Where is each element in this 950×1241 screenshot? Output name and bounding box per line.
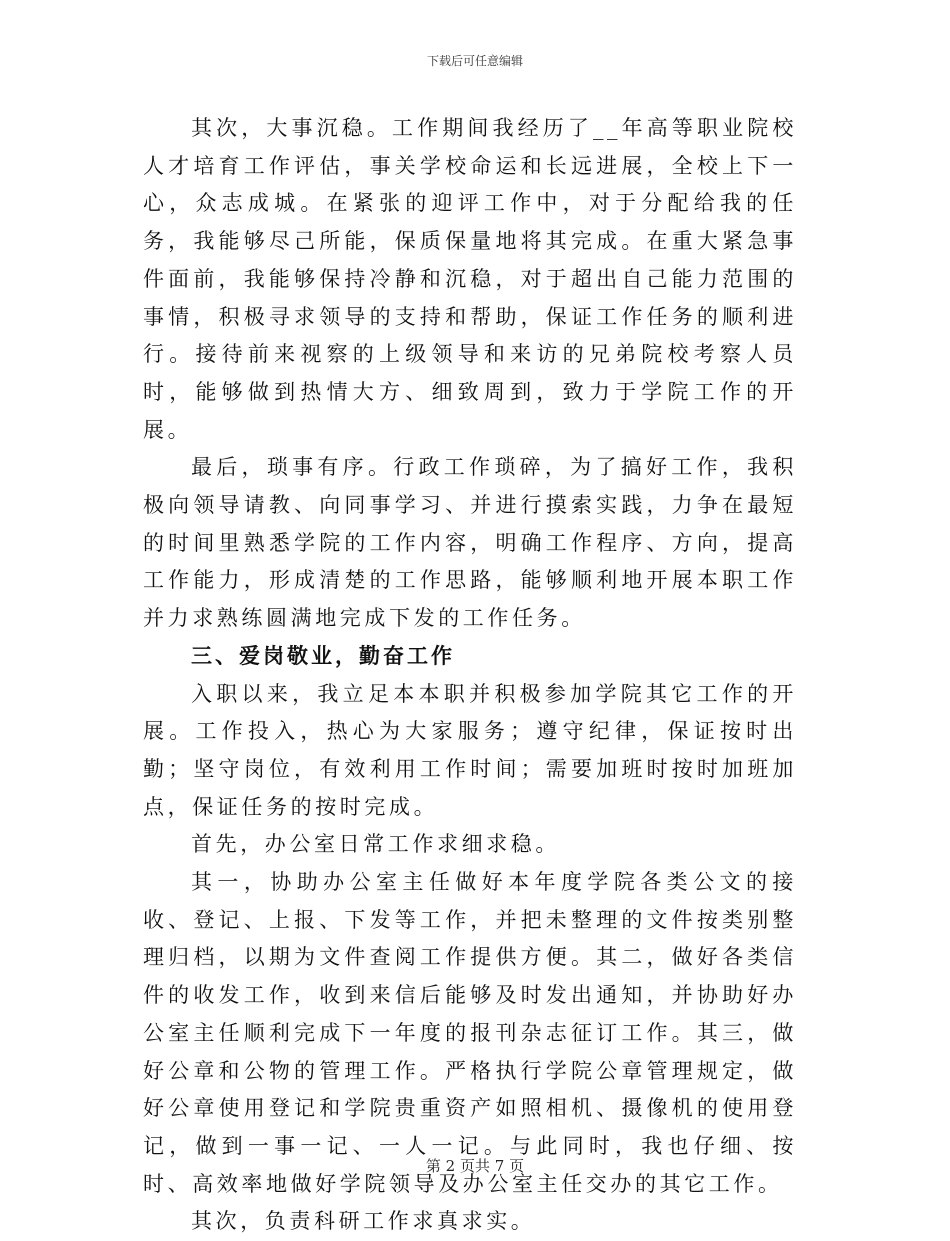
document-body — [143, 110, 797, 1241]
paragraph: 入职以来，我立足本本职并积极参加学院其它工作的开展。工作投入，热心为大家服务；遵守纪律，保证按时出勤；坚守岗位，有效利用工作时间；需要加班时按时加班加点，保证任务的按时完成。 — [143, 681, 797, 819]
page-header: 下载后可任意编辑 — [426, 54, 523, 68]
paragraph: 其次，负责科研工作求真求实。 — [191, 1209, 536, 1234]
section-heading: 三、爱岗敬业，勤奋工作 — [191, 643, 455, 668]
paragraph: 首先，办公室日常工作求细求稳。 — [191, 832, 560, 857]
paragraph: 其次，大事沉稳。工作期间我经历了__年高等职业院校人才培育工作评估，事关学校命运和长远进展，全校上下一心，众志成城。在紧张的迎评工作中，对于分配给我的任务，我能够尽己所能，保质保量地将其完成。在重大紧急事件面前，我能够保持冷静和沉稳，对于超出自己能力范围的事情，积极寻求领导的支持和帮助，保证工作任务的顺利进行。接待前来视察的上级领导和来访的兄弟院校考察人员时，能够做到热情大方、细致周到，致力于学院工作的开展。 — [143, 116, 797, 442]
paragraph: 其一，协助办公室主任做好本年度学院各类公文的接收、登记、上报、下发等工作，并把未整理的文件按类别整理归档，以期为文件查阅工作提供方便。其二，做好各类信件的收发工作，收到来信后能够及时发出通知，并协助好办公室主任顺利完成下一年度的报刊杂志征订工作。其三，做好公章和公物的管理工作。严格执行学院公章管理规定，做好公章使用登记和学院贵重资产如照相机、摄像机的使用登记，做到一事一记、一人一记。与此同时，我也仔细、按时、高效率地做好学院领导及办公室主任交办的其它工作。 — [143, 870, 797, 1196]
page-footer: 第 2 页共 7 页 — [425, 1157, 525, 1175]
paragraph: 最后，琐事有序。行政工作琐碎，为了搞好工作，我积极向领导请教、向同事学习、并进行摸索实践，力争在最短的时间里熟悉学院的工作内容，明确工作程序、方向，提高工作能力，形成清楚的工作思路，能够顺利地开展本职工作并力求熟练圆满地完成下发的工作任务。 — [143, 455, 797, 631]
